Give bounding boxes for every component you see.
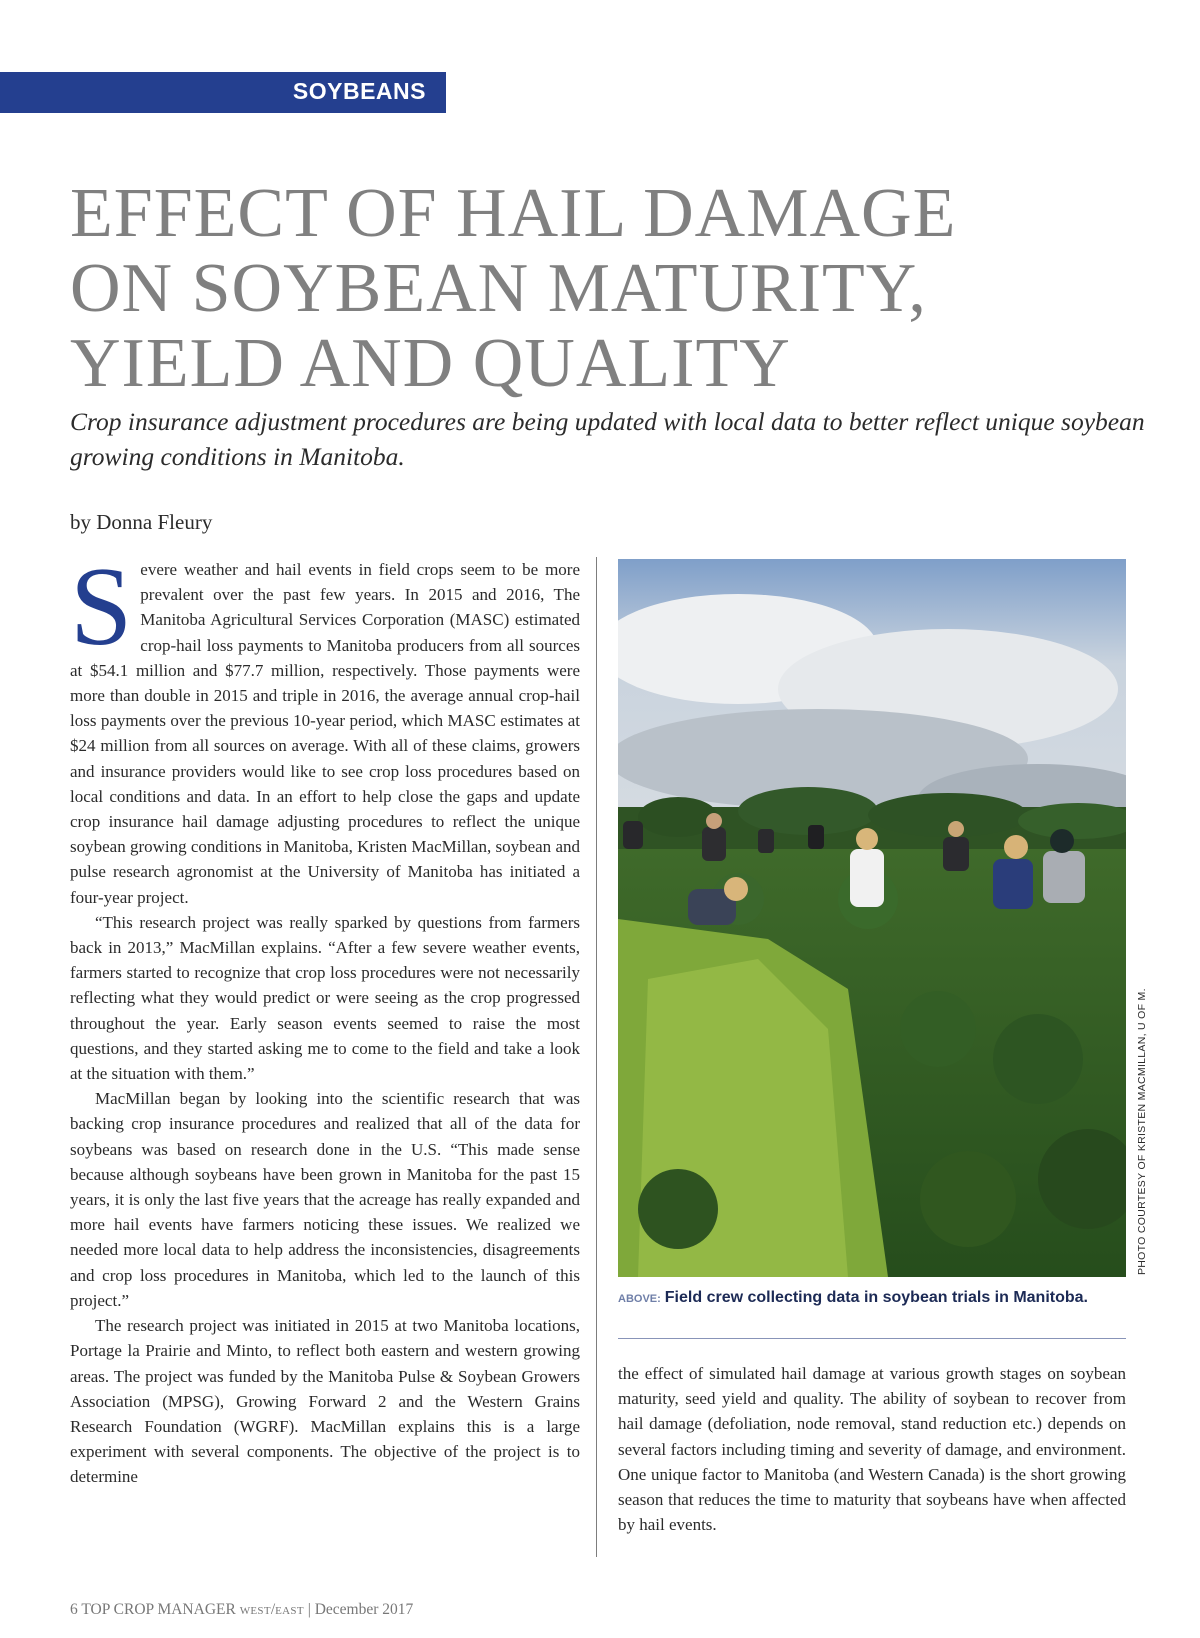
body-paragraph-3: MacMillan began by looking into the scientific research that was backing crop insurance procedures and realized that all of the data for soybeans was based on research done in the U.S. “This made sense because although soybeans have been grown in Manitoba for the past 15 years, it is only the last five years that the acreage has really expanded and more hail events have farmers noticing these issues. We realized we needed more local data to help address the inconsistencies, disagreements and crop loss procedures in Manitoba, which led to the launch of this project.” xyxy=(70,1089,580,1310)
headline-line-3: YIELD AND QUALITY xyxy=(70,325,791,402)
page-number: 6 xyxy=(70,1601,78,1618)
edition-east: EAST xyxy=(275,1605,304,1617)
body-paragraph-1-text: evere weather and hail events in field crops seem to be more prevalent over the past few years. In 2015 and 2016, The Manitoba Agricultural Services Corporation (MASC) estimated crop-hail loss payments to Manitoba producers from all sources at $54.1 million and $77.7 million, respectively. Those payments were more than double in 2015 and triple in 2016, the average annual crop-hail loss payments over the previous 10-year period, which MASC estimates at $24 million from all sources on average. With all of these claims, growers and insurance providers would like to see crop loss procedures based on local conditions and data. In an effort to help close the gaps and update crop insurance hail damage adjusting procedures to reflect the unique soybean growing conditions in Manitoba, Kristen MacMillan, soybean and pulse research agronomist at the University of Manitoba has initiated a four-year project. xyxy=(70,560,580,907)
column-divider xyxy=(596,557,597,1557)
article-deck: Crop insurance adjustment procedures are being updated with local data to better reflect unique soybean growing conditions in Manitoba. xyxy=(70,407,1145,471)
caption-divider xyxy=(618,1338,1126,1339)
caption-text: Field crew collecting data in soybean trials in Manitoba. xyxy=(664,1289,1088,1306)
body-paragraph-2: “This research project was really sparked by questions from farmers back in 2013,” MacMillan explains. “After a few severe weather events, farmers started to recognize that crop loss procedures were not necessarily reflecting what they would predict or were seeing as the crop progressed throughout the year. Early season events seemed to raise the most questions, and they started asking me to come to the field and take a look at the situation with them.” xyxy=(70,912,580,1084)
field-crew-photo xyxy=(618,559,1126,1277)
photo-credit: PHOTO COURTESY OF KRISTEN MACMILLAN, U OF M. xyxy=(1136,988,1148,1275)
edition-slash: / xyxy=(270,1601,276,1618)
body-column-left xyxy=(70,545,580,1490)
section-label: SOYBEANS xyxy=(292,78,426,104)
edition-west: WEST xyxy=(239,1605,271,1617)
section-banner xyxy=(0,72,446,113)
article-headline xyxy=(70,176,1150,401)
byline: by Donna Fleury xyxy=(70,510,213,534)
body-paragraph-4: The research project was initiated in 2015 at two Manitoba locations, Portage la Prairie and Minto, to reflect both eastern and western growing areas. The project was funded by the Manitoba Pulse & Soybean Growers Association (MPSG), Growing Forward 2 and the Western Grains Research Foundation (WGRF). MacMillan explains this is a large experiment with several components. The objective of the project is to determine xyxy=(70,1316,580,1487)
footer-separator: | xyxy=(307,1601,311,1618)
body-paragraph-1 xyxy=(70,545,580,910)
drop-cap: S xyxy=(70,545,133,669)
caption-tag: ABOVE: xyxy=(618,1293,661,1305)
issue-date: December 2017 xyxy=(314,1601,414,1618)
body-paragraph-5: the effect of simulated hail damage at various growth stages on soybean maturity, seed yield and quality. The ability of soybean to recover from hail damage (defoliation, node removal, stand reduction etc.) depends on several factors including timing and severity of damage, and environment. One unique factor to Manitoba (and Western Canada) is the short growing season that reduces the time to maturity that soybeans have when affected by hail events. xyxy=(618,1364,1126,1535)
photo-caption xyxy=(618,1287,1088,1310)
magazine-name: TOP CROP MANAGER xyxy=(81,1601,236,1618)
headline-line-2: ON SOYBEAN MATURITY, xyxy=(70,250,927,327)
page-footer xyxy=(70,1601,413,1619)
headline-line-1: EFFECT OF HAIL DAMAGE xyxy=(70,175,957,252)
body-column-right xyxy=(618,1361,1126,1537)
